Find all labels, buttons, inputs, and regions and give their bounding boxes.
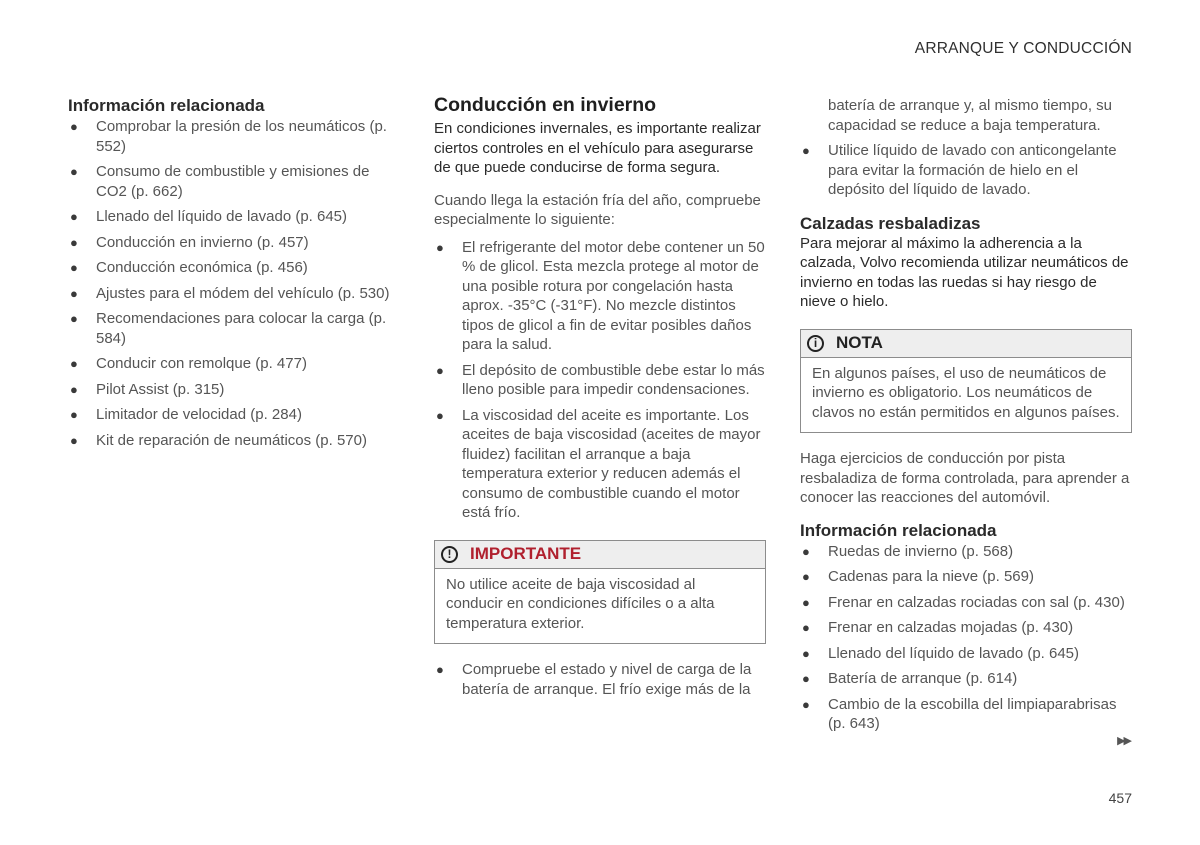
slippery-roads-heading: Calzadas resbaladizas [800, 213, 981, 233]
note-box-header [801, 330, 1131, 358]
list-item: ● Cambio de la escobilla del limpiaparabrisas (p. 643) [802, 695, 1117, 732]
list-item: ● Consumo de combustible y emisiones de CO2 (p. 662) [70, 163, 370, 200]
note-box [800, 329, 1132, 434]
bullet-icon: ● [436, 239, 444, 255]
important-box-body [435, 569, 765, 644]
list-item: ● Batería de arranque (p. 614) [802, 670, 1018, 687]
exclamation-icon: ! [441, 546, 458, 563]
related-info-list [68, 117, 398, 450]
list-item: ● Conducción económica (p. 456) [70, 259, 308, 276]
list-item: ● Frenar en calzadas rociadas con sal (p. 430) [802, 593, 1125, 611]
related-info-heading-2: Información relacionada [800, 520, 997, 540]
bullet-icon: ● [70, 285, 78, 301]
list-item: ● Recomendaciones para colocar la carga (p. 584) [70, 310, 387, 347]
bullet-icon: ● [70, 407, 78, 422]
list-item: ● Llenado del líquido de lavado (p. 645) [70, 208, 348, 225]
bullet-icon: ● [70, 234, 78, 250]
continue-arrow-icon: ▶▶ [1117, 735, 1130, 747]
column-winter-driving [434, 93, 769, 699]
bullet-icon: ● [802, 569, 810, 584]
practice-text: Haga ejercicios de conducción por pista resbaladiza de forma controlada, para aprender a conocer las reacciones del automóvil. [800, 450, 1130, 506]
bullet-icon: ● [70, 260, 78, 275]
intro-paragraph: En condiciones invernales, es importante realizar ciertos controles en el vehículo para asegurarse de que puede conducirse de forma segura. [434, 120, 761, 176]
list-item: ● Ruedas de invierno (p. 568) [802, 542, 1014, 560]
list-item: ● Ajustes para el módem del vehículo (p. 530) [70, 284, 390, 302]
bullet-icon: ● [436, 362, 444, 378]
related-info-list-2 [800, 542, 1135, 734]
note-label: NOTA [836, 333, 883, 352]
important-box [434, 540, 766, 645]
bullet-icon: ● [70, 356, 78, 371]
important-label: IMPORTANTE [470, 544, 582, 563]
list-item: ● Llenado del líquido de lavado (p. 645) [802, 644, 1080, 662]
note-box-body [801, 358, 1131, 433]
check-paragraph: Cuando llega la estación fría del año, compruebe especialmente lo siguiente: [434, 191, 761, 228]
list-item: ● Cadenas para la nieve (p. 569) [802, 568, 1034, 585]
list-item: ● Frenar en calzadas mojadas (p. 430) [802, 619, 1074, 636]
bullet-icon: ● [70, 432, 78, 448]
column-related-info [68, 95, 398, 450]
bullet-icon: ● [70, 164, 78, 179]
list-item: ● Conducción en invierno (p. 457) [70, 233, 309, 251]
section-header-title: ARRANQUE Y CONDUCCIÓN [914, 40, 1132, 57]
winter-check-list [434, 238, 769, 523]
page-title: Conducción en invierno [434, 94, 657, 116]
bullet-icon: ● [802, 671, 810, 686]
list-item: ● El refrigerante del motor debe contener un 50 % de glicol. Esta mezcla protege al motor de una posible rotura por congelación hasta aprox. -35°C (-31°F). No mezcle distintos tipos de glicol a fin de evitar posibles daños para la salud. [436, 238, 765, 353]
bullet-icon: ● [436, 662, 444, 677]
column-continued [800, 96, 1135, 734]
bullet-icon: ● [70, 119, 78, 134]
bullet-icon: ● [70, 381, 78, 397]
info-icon: i [807, 335, 824, 352]
list-item: ● Conducir con remolque (p. 477) [70, 355, 307, 372]
list-item: ● Limitador de velocidad (p. 284) [70, 406, 302, 423]
important-text: No utilice aceite de baja viscosidad al conducir en condiciones difíciles o a alta temperatura exterior. [446, 575, 715, 632]
list-item: ● Kit de reparación de neumáticos (p. 570) [70, 431, 367, 449]
list-item: ● La viscosidad del aceite es importante. Los aceites de baja viscosidad (aceites de mayor fluidez) facilitan el arranque a baja temperatura exterior y reducen además el consumo de combustible cuando el motor está frío. [436, 406, 761, 521]
list-item: ● Utilice líquido de lavado con anticongelante para evitar la formación de hielo en el depósito del líquido de lavado. [802, 142, 1117, 198]
important-box-header [435, 541, 765, 569]
bullet-icon: ● [802, 645, 810, 661]
bullet-icon: ● [802, 143, 810, 158]
bullet-icon: ● [802, 543, 810, 559]
list-item: ● El depósito de combustible debe estar lo más lleno posible para impedir condensaciones. [436, 361, 765, 398]
bullet-icon: ● [70, 209, 78, 224]
note-text: En algunos países, el uso de neumáticos de invierno es obligatorio. Los neumáticos de clavos no están permitidos en algunos países. [812, 364, 1120, 421]
bullet-icon: ● [802, 594, 810, 610]
slippery-roads-text: Para mejorar al máximo la adherencia a la calzada, Volvo recomienda utilizar neumáticos de invierno en todas las ruedas si hay riesgo de nieve o hielo. [800, 234, 1129, 310]
battery-check-list [434, 660, 769, 699]
bullet-icon: ● [436, 407, 444, 423]
bullet-icon: ● [802, 620, 810, 635]
page-number: 457 [1108, 790, 1132, 806]
bullet-icon: ● [70, 311, 78, 326]
related-info-heading: Información relacionada [68, 96, 265, 115]
washer-list [800, 141, 1135, 200]
list-item: ● Compruebe el estado y nivel de carga de la batería de arranque. El frío exige más de la [436, 661, 752, 698]
continuation-text: batería de arranque y, al mismo tiempo, su capacidad se reduce a baja temperatura. [828, 97, 1113, 134]
list-item: ● Comprobar la presión de los neumáticos (p. 552) [70, 118, 387, 155]
bullet-icon: ● [802, 696, 810, 712]
list-item: ● Pilot Assist (p. 315) [70, 380, 225, 398]
